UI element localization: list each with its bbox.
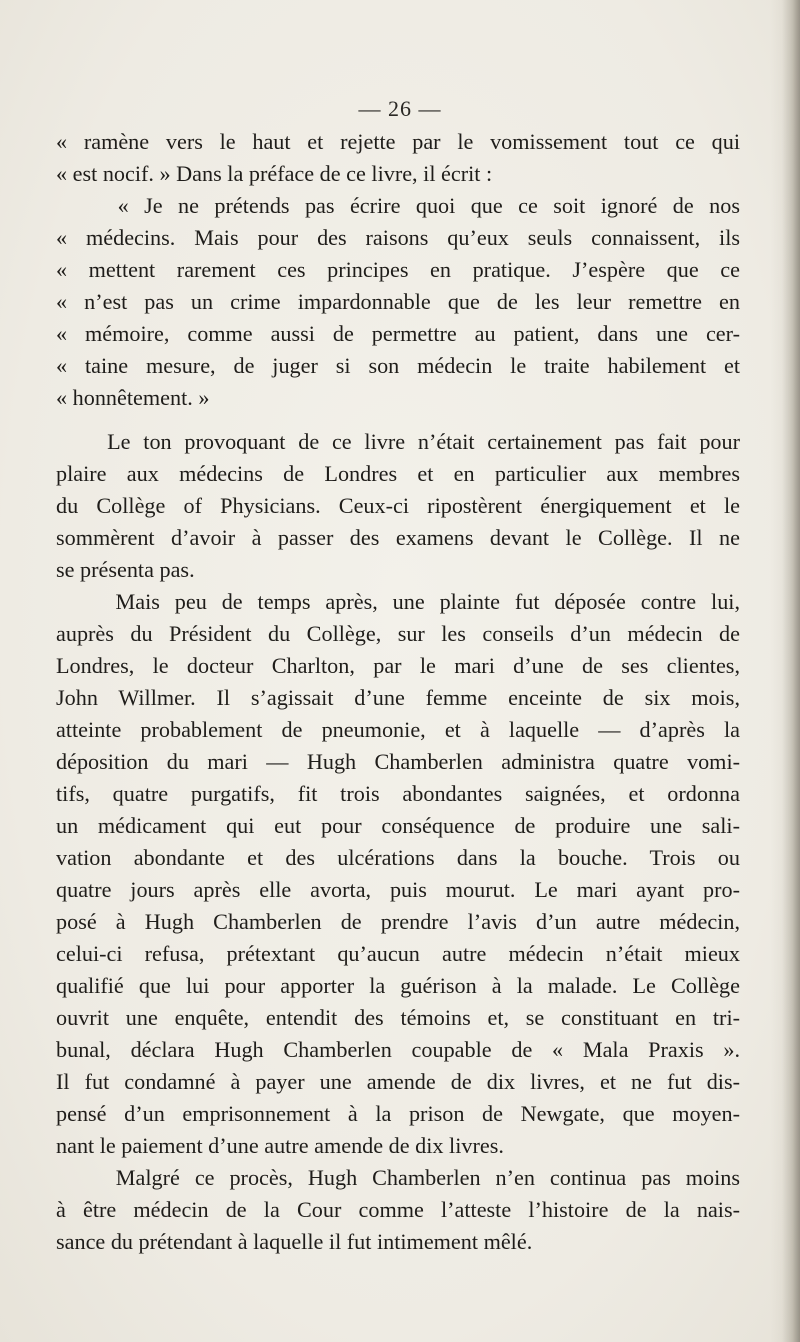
text-line: « taine mesure, de juger si son médecin le traite habilement et xyxy=(56,353,740,378)
text-line: plaire aux médecins de Londres et en particulier aux membres xyxy=(56,461,740,486)
text-line: sommèrent d’avoir à passer des examens devant le Collège. Il ne xyxy=(56,525,740,550)
text-line: « Je ne prétends pas écrire quoi que ce soit ignoré de nos xyxy=(56,193,740,218)
text-line: un médicament qui eut pour conséquence de produire une sali- xyxy=(56,813,740,838)
text-line: se présenta pas. xyxy=(56,557,195,582)
text-line: déposition du mari — Hugh Chamberlen administra quatre vomi- xyxy=(56,749,740,774)
page-edge-shadow xyxy=(782,0,800,1342)
text-line: du Collège of Physicians. Ceux-ci ripostèrent énergiquement et le xyxy=(56,493,740,518)
text-line: « ramène vers le haut et rejette par le vomissement tout ce qui xyxy=(56,129,740,154)
text-line: nant le paiement d’une autre amende de dix livres. xyxy=(56,1133,504,1158)
text-line: vation abondante et des ulcérations dans la bouche. Trois ou xyxy=(56,845,740,870)
text-line: « honnêtement. » xyxy=(56,385,210,410)
text-line: Le ton provoquant de ce livre n’était certainement pas fait pour xyxy=(56,429,740,454)
text-line: « n’est pas un crime impardonnable que de les leur remettre en xyxy=(56,289,740,314)
text-line: atteinte probablement de pneumonie, et à laquelle — d’après la xyxy=(56,717,740,742)
text-line: Il fut condamné à payer une amende de dix livres, et ne fut dis- xyxy=(56,1069,740,1094)
text-line: « est nocif. » Dans la préface de ce livre, il écrit : xyxy=(56,161,493,186)
text-line: celui-ci refusa, prétextant qu’aucun autre médecin n’était mieux xyxy=(56,941,740,966)
text-line: « médecins. Mais pour des raisons qu’eux seuls connaissent, ils xyxy=(56,225,740,250)
text-line: bunal, déclara Hugh Chamberlen coupable de « Mala Praxis ». xyxy=(56,1037,740,1062)
text-line: tifs, quatre purgatifs, fit trois abondantes saignées, et ordonna xyxy=(56,781,740,806)
text-line: sance du prétendant à laquelle il fut intimement mêlé. xyxy=(56,1229,533,1254)
text-line: qualifié que lui pour apporter la guérison à la malade. Le Collège xyxy=(56,973,740,998)
paragraph-4 xyxy=(56,1162,740,1258)
text-line: « mémoire, comme aussi de permettre au patient, dans une cer- xyxy=(56,321,740,346)
text-line: quatre jours après elle avorta, puis mourut. Le mari ayant pro- xyxy=(56,877,740,902)
text-line: auprès du Président du Collège, sur les conseils d’un médecin de xyxy=(56,621,740,646)
text-line: ouvrit une enquête, entendit des témoins et, se constituant en tri- xyxy=(56,1005,740,1030)
text-line: « mettent rarement ces principes en pratique. J’espère que ce xyxy=(56,257,740,282)
body-text xyxy=(56,126,740,1258)
text-line: Londres, le docteur Charlton, par le mari d’une de ses clientes, xyxy=(56,653,740,678)
text-line: Malgré ce procès, Hugh Chamberlen n’en continua pas moins xyxy=(56,1165,740,1190)
text-line: John Willmer. Il s’agissait d’une femme enceinte de six mois, xyxy=(56,685,740,710)
page-number: — 26 — xyxy=(358,96,442,121)
paragraph-1 xyxy=(56,126,740,414)
paragraph-2 xyxy=(56,426,740,586)
text-line: posé à Hugh Chamberlen de prendre l’avis d’un autre médecin, xyxy=(56,909,740,934)
text-line: Mais peu de temps après, une plainte fut déposée contre lui, xyxy=(56,589,740,614)
text-line: à être médecin de la Cour comme l’atteste l’histoire de la nais- xyxy=(56,1197,740,1222)
text-line: pensé d’un emprisonnement à la prison de Newgate, que moyen- xyxy=(56,1101,740,1126)
paragraph-gap xyxy=(56,414,740,426)
paragraph-3 xyxy=(56,586,740,1162)
